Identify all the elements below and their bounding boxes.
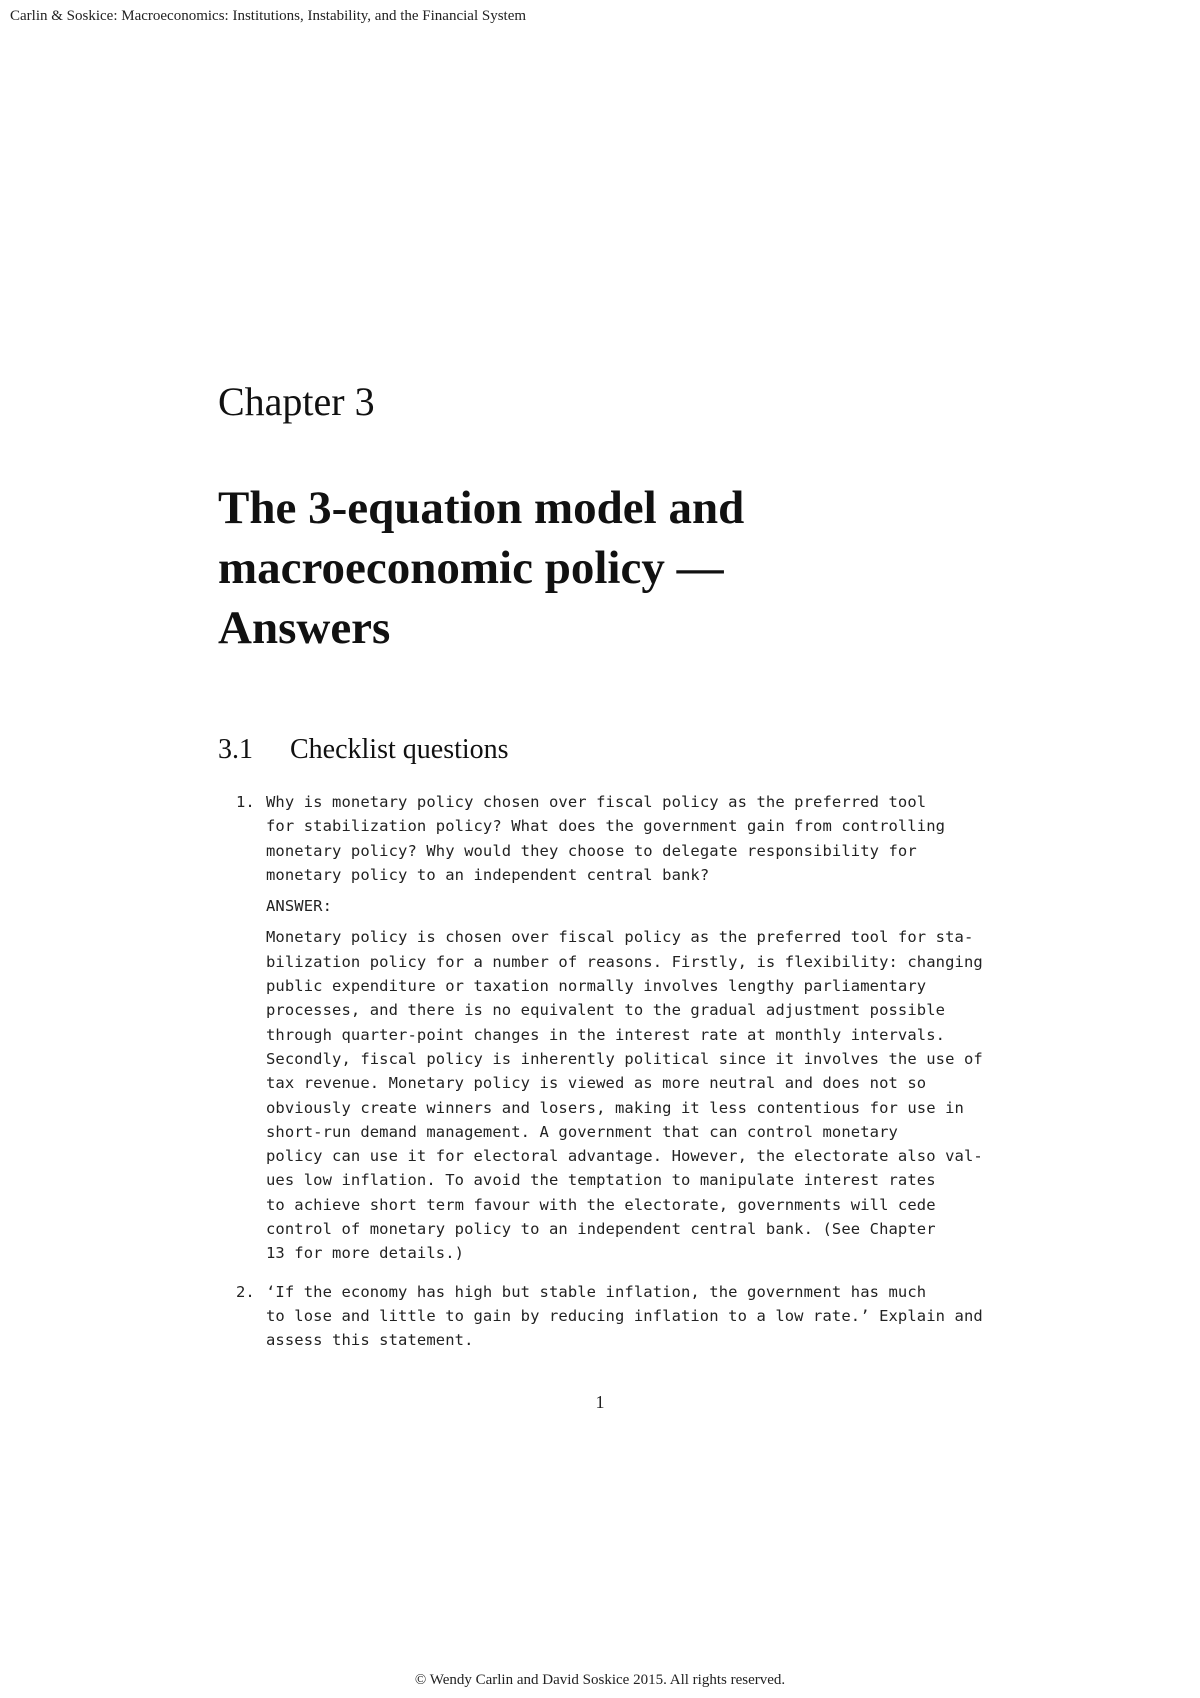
answer-label: ANSWER: xyxy=(266,897,333,916)
section-title: Checklist questions xyxy=(290,734,509,765)
text-line: Why is monetary policy chosen over fiscal policy as the preferred tool xyxy=(266,793,927,811)
chapter-title-line: macroeconomic policy — xyxy=(218,542,724,594)
text-line: 13 for more details.) xyxy=(266,1244,465,1263)
chapter-label: Chapter 3 xyxy=(218,379,375,424)
copyright-notice: © Wendy Carlin and David Soskice 2015. All rights reserved. xyxy=(414,1672,786,1688)
answer-text xyxy=(266,925,983,1265)
question-list xyxy=(236,790,983,1367)
section-heading xyxy=(218,736,509,764)
text-line: processes, and there is no equivalent to the gradual adjustment possible xyxy=(266,1001,946,1020)
text-line: obviously create winners and losers, making it less contentious for use in xyxy=(266,1098,964,1117)
text-line: monetary policy to an independent central bank? xyxy=(266,865,710,884)
question-text xyxy=(266,790,946,887)
text-line: tax revenue. Monetary policy is viewed as more neutral and does not so xyxy=(266,1074,927,1093)
chapter-title-line: Answers xyxy=(218,602,391,654)
text-line: public expenditure or taxation normally involves lengthy parliamentary xyxy=(266,977,927,996)
question-item xyxy=(236,790,983,1266)
text-line: to lose and little to gain by reducing inflation to a low rate.’ Explain and xyxy=(266,1306,983,1325)
text-line: ‘If the economy has high but stable inflation, the government has much xyxy=(266,1282,927,1301)
text-line: bilization policy for a number of reasons. Firstly, is flexibility: changing xyxy=(266,952,983,971)
text-line: monetary policy? Why would they choose to delegate responsibility for xyxy=(266,841,917,860)
text-line: Monetary policy is chosen over fiscal policy as the preferred tool for sta- xyxy=(266,928,974,947)
text-line: short-run demand management. A government that can control monetary xyxy=(266,1122,898,1141)
question-item xyxy=(236,1280,983,1353)
text-line: policy can use it for electoral advantage. However, the electorate also val- xyxy=(266,1147,983,1166)
page-number: 1 xyxy=(595,1392,605,1412)
question-number: 2. xyxy=(236,1282,255,1301)
text-line: through quarter-point changes in the interest rate at monthly intervals. xyxy=(266,1025,946,1044)
question-number: 1. xyxy=(236,793,255,811)
text-line: for stabilization policy? What does the government gain from controlling xyxy=(266,817,946,836)
chapter-title xyxy=(218,478,978,658)
text-line: control of monetary policy to an independent central bank. (See Chapter xyxy=(266,1220,936,1239)
question-text xyxy=(266,1280,983,1353)
running-header: Carlin & Soskice: Macroeconomics: Institutions, Instability, and the Financial System xyxy=(10,8,527,24)
text-line: assess this statement. xyxy=(266,1331,474,1350)
chapter-title-line: The 3-equation model and xyxy=(218,482,745,534)
text-line: ues low inflation. To avoid the temptation to manipulate interest rates xyxy=(266,1171,936,1190)
text-line: Secondly, fiscal policy is inherently political since it involves the use of xyxy=(266,1049,983,1068)
section-number: 3.1 xyxy=(218,734,253,765)
text-line: to achieve short term favour with the electorate, governments will cede xyxy=(266,1195,936,1214)
